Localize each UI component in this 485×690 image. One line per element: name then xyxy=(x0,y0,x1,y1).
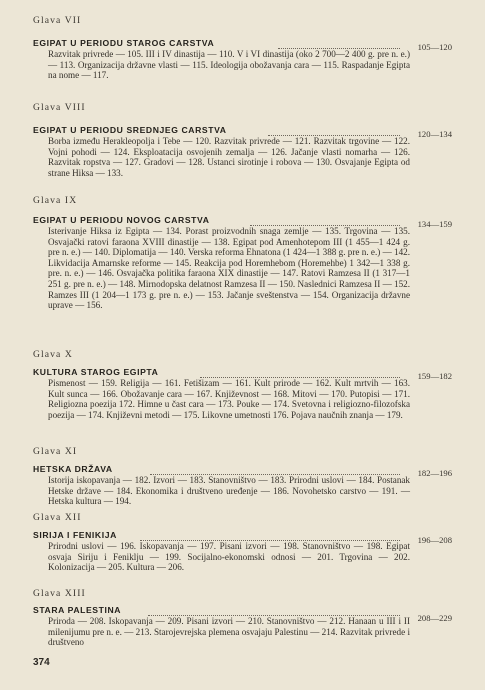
chapter-section xyxy=(33,605,410,648)
chapter-contents: Istorija iskopavanja — 182. Izvori — 183. Stanovništvo — 183. Prirodni uslovi — 184. Postanak Hetske države — 184. Ekonomika i društveno uređenje — 186. Novohetsko carstvo — 191. — Hetska kultura — 194. xyxy=(48,475,410,507)
chapter-contents: Borba između Herakleopolja i Tebe — 120. Razvitak privrede — 121. Razvitak trgovine — 122. Vojni pohodi — 124. Eksploatacija osvojenih zemalja — 126. Jačanje vlasti nomarha — 126. Razvitak ropstva — 127. Gradovi — 128. Ustanci sirotinje i robova — 130. Osvajanje Egipta od strane Hiksa — 133. xyxy=(48,136,410,178)
chapter-contents: Prirodni uslovi — 196. Iskopavanja — 197. Pisani izvori — 198. Stanovništvo — 198. Egipat osvaja Siriju i Feniklju — 199. Socijalno-ekonomski odnosi — 201. Trgovina — 202. Kolonizacija — 205. Kultura — 206. xyxy=(48,541,410,573)
chapter-section xyxy=(33,367,410,420)
chapter-title: KULTURA STAROG EGIPTA xyxy=(33,367,159,377)
page-range: 105—120 xyxy=(417,42,452,52)
chapter-title: EGIPAT U PERIODU SREDNJEG CARSTVA xyxy=(33,125,227,135)
page-range: 208—229 xyxy=(417,613,452,623)
page-range: 159—182 xyxy=(417,371,452,381)
chapter-title: EGIPAT U PERIODU NOVOG CARSTVA xyxy=(33,215,210,225)
page-range: 120—134 xyxy=(417,129,452,139)
page-range: 182—196 xyxy=(417,468,452,478)
chapter-heading: Glava VIII xyxy=(33,102,86,113)
chapter-section xyxy=(33,38,410,81)
chapter-title: SIRIJA I FENIKIJA xyxy=(33,530,117,540)
leader-dots xyxy=(278,48,400,49)
chapter-title: HETSKA DRŽAVA xyxy=(33,464,113,474)
leader-dots xyxy=(268,135,400,136)
chapter-title: EGIPAT U PERIODU STAROG CARSTVA xyxy=(33,38,215,48)
chapter-heading: Glava XI xyxy=(33,446,78,457)
chapter-contents: Pismenost — 159. Religija — 161. Fetišizam — 161. Kult prirode — 162. Kult mrtvih — 163. Kult sunca — 166. Obožavanje cara — 167. Književnost — 168. Mitovi — 170. Putopisi — 171. Religiozna poezija 172. Himne u čast cara — 173. Pouke — 174. Svetovna i religiozno-filozofska poezija — 174. Književni metodi — 175. Likovne umetnosti 176. Pojava naučnih znanja — 179. xyxy=(48,378,410,420)
leader-dots xyxy=(148,615,400,616)
leader-dots xyxy=(140,540,400,541)
chapter-heading: Glava XII xyxy=(33,512,82,523)
chapter-section xyxy=(33,464,410,507)
chapter-section xyxy=(33,530,410,573)
page-number: 374 xyxy=(33,657,50,668)
chapter-title: STARA PALESTINA xyxy=(33,605,122,615)
chapter-section xyxy=(33,215,410,311)
leader-dots xyxy=(200,377,400,378)
chapter-section xyxy=(33,125,410,178)
page-range: 196—208 xyxy=(417,535,452,545)
page-range: 134—159 xyxy=(417,219,452,229)
chapter-heading: Glava VII xyxy=(33,15,82,26)
leader-dots xyxy=(250,225,400,226)
chapter-contents: Razvitak privrede — 105. III i IV dinastija — 110. V i VI dinastija (oko 2 700—2 400 g. pre n. e.) — 113. Organizacija državne vlasti — 115. Ideologija obožavanja cara — 115. Raspadanje Egipta na nome — 117. xyxy=(48,49,410,81)
chapter-heading: Glava IX xyxy=(33,195,78,206)
chapter-contents: Priroda — 208. Iskopavanja — 209. Pisani izvori — 210. Stanovništvo — 212. Hanaan u III i II milenijumu pre n. e. — 213. Starojevrejska plemena osvajaju Palestinu — 214. Razvitak privrede i društveno xyxy=(48,616,410,648)
chapter-heading: Glava XIII xyxy=(33,588,86,599)
leader-dots xyxy=(150,474,400,475)
chapter-heading: Glava X xyxy=(33,349,73,360)
chapter-contents: Isterivanje Hiksa iz Egipta — 134. Porast proizvodnih snaga zemlje — 135. Trgovina — 135. Osvajački ratovi faraona XVIII dinastije — 138. Egipat pod Amenhotepom III (1 455—1 424 g. pre n. e.) — 140. Diplomatija — 140. Verska reforma Ehnatona (1 424—1 388 g. pre n. e.) — 142. Likvidacija Amarnske reforme — 145. Reakcija pod Horemhebom (Horemehbe) 1 342—1 338 g. pre. n. e.) — 146. Osvajačka politika faraona XIX dinastije — 147. Ratovi Ramzesa II (1 317—1 251 g. pre n. e.) — 148. Mirnodopska delatnost Ramzesa II — 150. Naslednici Ramzesa II — 152. Ramzes III (1 204—1 173 g. pre n. e.) — 153. Jačanje sveštenstva — 154. Organizacija državne uprave — 156. xyxy=(48,226,410,311)
